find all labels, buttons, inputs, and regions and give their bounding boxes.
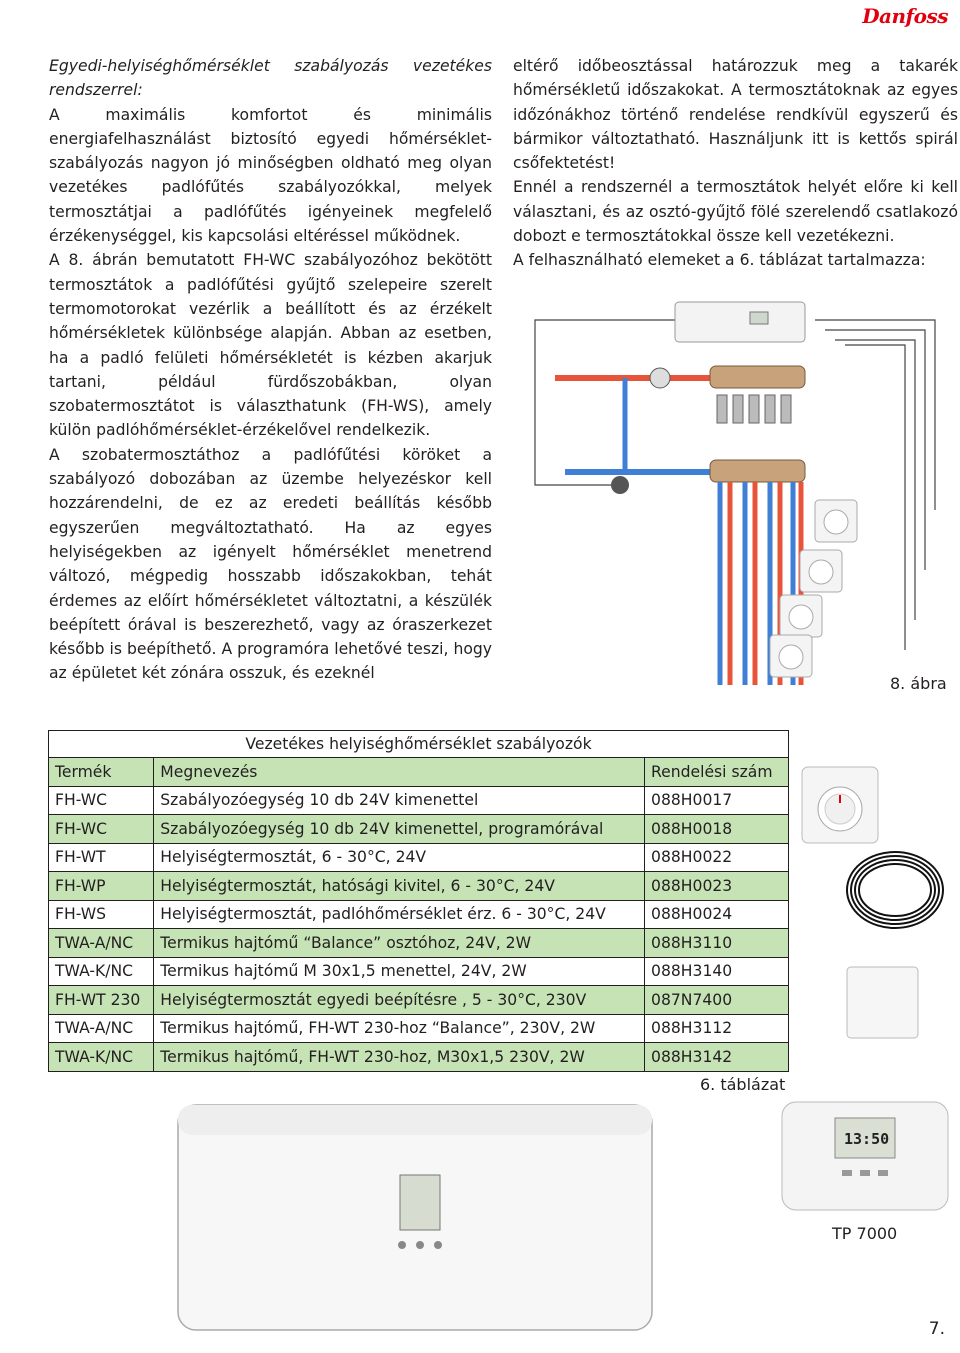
thermostat-square-image [845,965,920,1040]
table-cell: TWA-A/NC [49,929,154,958]
table-cell: Helyiségtermosztát, hatósági kivitel, 6 - 30°C, 24V [154,872,645,901]
system-diagram [525,300,945,685]
paragraph: eltérő időbeosztással határozzuk meg a takarék hőmérsékletű időszakokat. A termosztátoknak az egyes időzónákhoz történő rendelése rendkívül egyszerű és bármikor változtatható. Használjunk itt is kettős spirál csőfektetést! [513,57,958,173]
controller-box [675,302,805,342]
table-cell: TWA-A/NC [49,1014,154,1043]
paragraph: A szobatermosztáthoz a padlófűtési köröket a szabályozó dobozában az üzembe helyezéskor kell hozzárendelni, de ez az eredeti beállítás később egyszerűen megváltoztatható. Ha az egyes helyiségekben az igényelt hőmérséklet menetrend változó, mégpedig hosszabb időszakokban, tehát érdemes az előírt hőmérsékletet változtatni, a készülék beépített órával is beszerezhető, vagy az óraszerkezet később is beépíthető. A programóra lehetővé teszi, hogy az épületet két zónára osszuk, és ezeknél [49,445,492,683]
product-table [48,730,789,1072]
table-title: Vezetékes helyiséghőmérséklet szabályozók [49,731,789,758]
sensor-cable-image [840,845,950,940]
page-number: 7. [928,1319,945,1339]
controller-unit-image [170,1095,660,1345]
table-cell: Termikus hajtómű “Balance” osztóhoz, 24V, 2W [154,929,645,958]
table-cell: 088H0024 [645,900,789,929]
paragraph: Ennél a rendszernél a termosztátok helyét előre ki kell választani, és az osztó-gyűjtő fölé szerelendő csatlakozó dobozt e termosztátokkal össze kell vezetékezni. [513,178,958,246]
table-cell: FH-WT [49,843,154,872]
table-cell: TWA-K/NC [49,1043,154,1072]
table-header: Megnevezés [154,758,645,787]
table-cell: FH-WC [49,815,154,844]
thermostat-icons [770,500,857,677]
paragraph: A maximális komfortot és minimális energiafelhasználást biztosító egyedi hőmérséklet-szabályozás nagyon jó minőségben oldható meg olyan vezetékes padlófűtés szabályozókkal, melyek termosztátjai a padlófűtés igényeinek megfelelő érzékenységgel, kis kapcsolási eltéréssel működnek. [49,105,492,246]
table-cell: Helyiségtermosztát egyedi beépítésre , 5 - 30°C, 230V [154,986,645,1015]
paragraph: A felhasználható elemeket a 6. táblázat tartalmazza: [513,251,926,270]
tp7000-image [780,1100,950,1212]
left-text-column [49,54,492,686]
table-cell: 088H0018 [645,815,789,844]
table-cell: Termikus hajtómű, FH-WT 230-hoz, M30x1,5 230V, 2W [154,1043,645,1072]
table-cell: 088H3112 [645,1014,789,1043]
brand-logo: Danfoss [862,4,948,28]
table-header: Termék [49,758,154,787]
thermostat-dial-image [800,765,880,845]
table-cell: Termikus hajtómű M 30x1,5 menettel, 24V, 2W [154,957,645,986]
table-cell: Szabályozóegység 10 db 24V kimenettel, programórával [154,815,645,844]
table-cell: 088H0022 [645,843,789,872]
table-cell: Szabályozóegység 10 db 24V kimenettel [154,786,645,815]
table-cell: 088H0023 [645,872,789,901]
table-caption: 6. táblázat [700,1075,786,1094]
table-cell: 088H3140 [645,957,789,986]
figure-caption: 8. ábra [890,674,947,693]
table-cell: 088H3110 [645,929,789,958]
table-cell: FH-WT 230 [49,986,154,1015]
table-cell: TWA-K/NC [49,957,154,986]
table-cell: FH-WP [49,872,154,901]
table-cell: Helyiségtermosztát, padlóhőmérséklet érz. 6 - 30°C, 24V [154,900,645,929]
table-cell: Helyiségtermosztát, 6 - 30°C, 24V [154,843,645,872]
table-cell: FH-WS [49,900,154,929]
paragraph: A 8. ábrán bemutatott FH-WC szabályozóhoz bekötött termosztátok a padlófűtési gyűjtő szelepeire szerelt termomotorokat vezérlik a beállított és az érzékelt hőmérsékletek különbsége alapján. Abban az esetben, ha a padló felületi hőmérsékletét is kézben akarjuk tartani, például fürdőszobákban, olyan szobatermosztátot is választhatunk (FH-WS), amely külön padlóhőmérséklet-érzékelővel rendelkezik. [49,251,492,440]
tp7000-caption: TP 7000 [832,1224,898,1243]
tp7000-display: 13:50 [844,1130,890,1148]
table-cell: 088H3142 [645,1043,789,1072]
section-heading: Egyedi-helyiséghőmérséklet szabályozás vezetékes rendszerrel: [49,57,492,100]
table-cell: 088H0017 [645,786,789,815]
table-cell: 087N7400 [645,986,789,1015]
table-header: Rendelési szám [645,758,789,787]
table-cell: FH-WC [49,786,154,815]
table-cell: Termikus hajtómű, FH-WT 230-hoz “Balance”, 230V, 2W [154,1014,645,1043]
right-text-column [513,54,958,273]
